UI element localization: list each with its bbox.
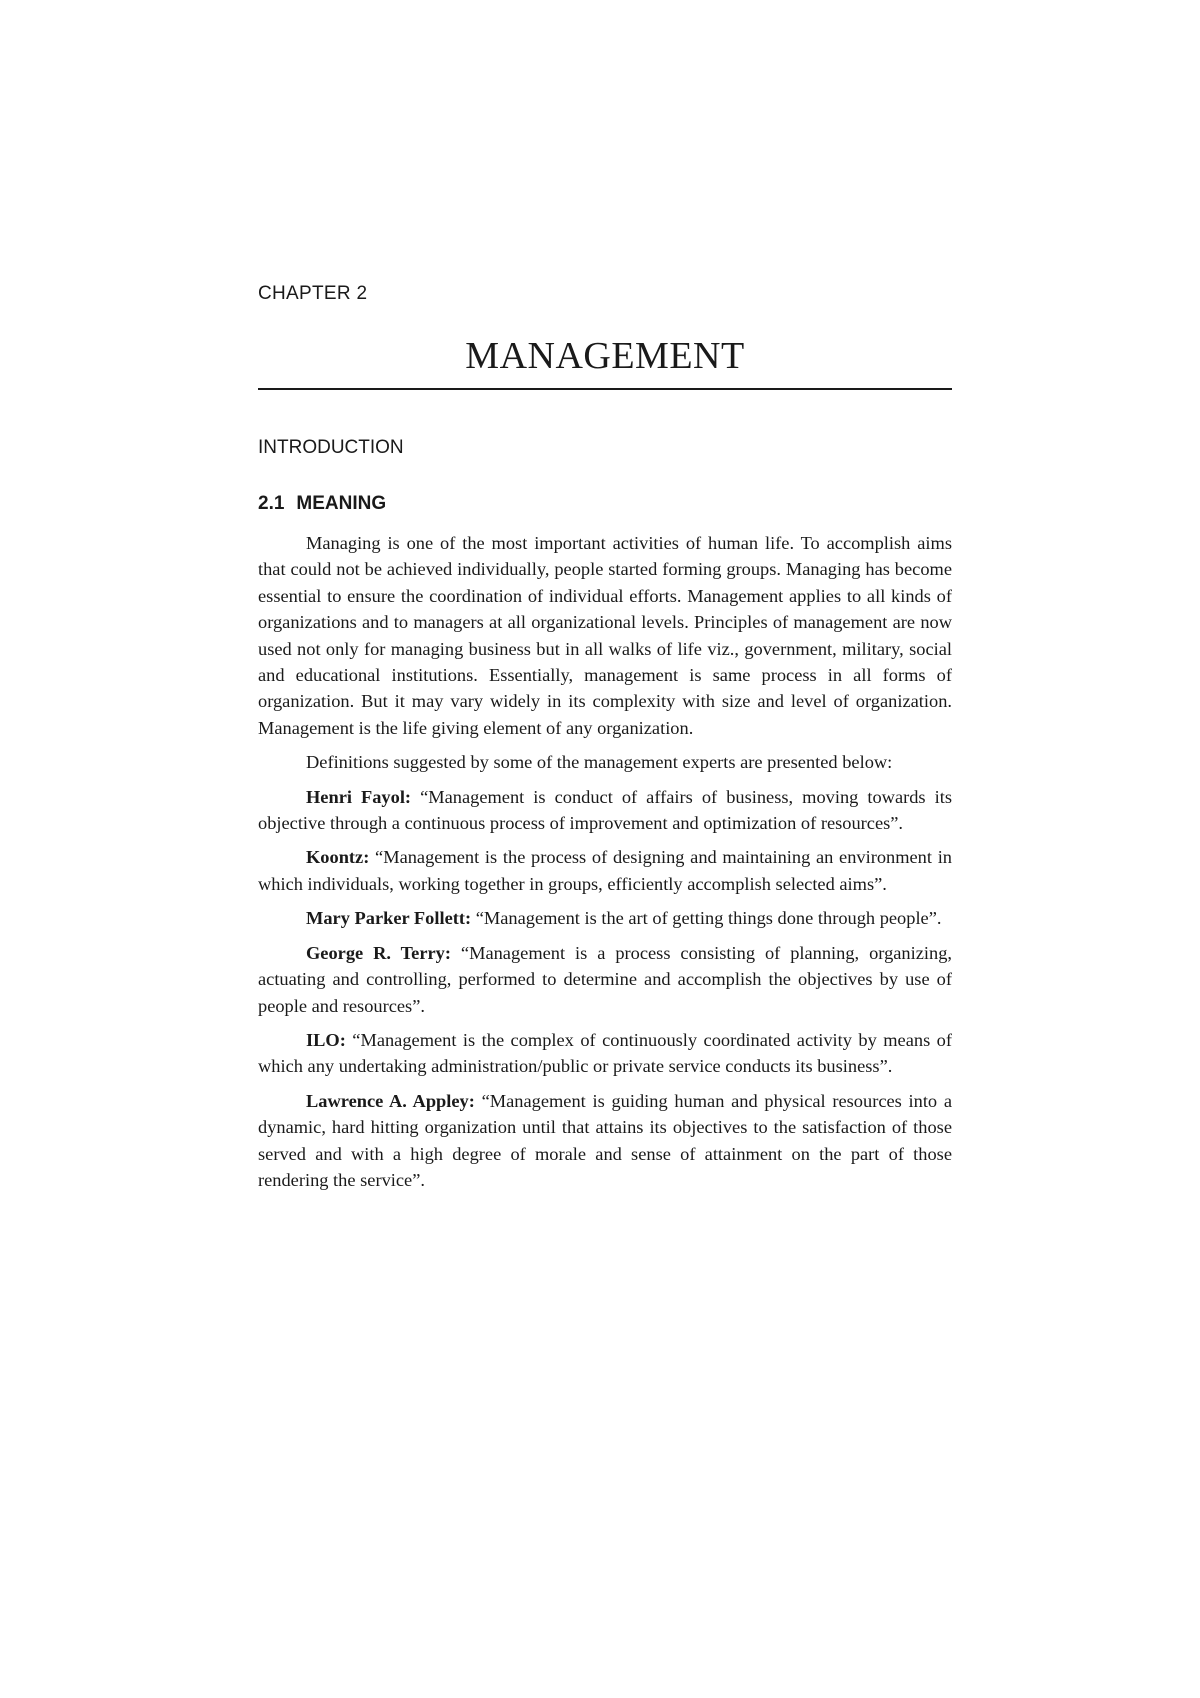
definition-author: Koontz: <box>306 847 370 868</box>
definition-item <box>258 1088 952 1194</box>
definition-author: George R. Terry: <box>306 942 451 963</box>
definition-item <box>258 844 952 897</box>
body-text <box>258 530 952 1201</box>
section-number: 2.1 <box>258 493 285 514</box>
definition-author: Mary Parker Follett: <box>306 908 472 929</box>
section-heading-meaning <box>258 493 386 515</box>
definition-item <box>258 784 952 837</box>
section-heading-introduction: INTRODUCTION <box>258 437 404 458</box>
definition-item <box>258 905 952 931</box>
paragraph-definitions-intro: Definitions suggested by some of the management experts are presented below: <box>306 752 893 773</box>
definition-text: “Management is the art of getting things done through people”. <box>471 908 942 929</box>
definition-text: “Management is a process consisting of planning, organizing, actuating and controlling, performed to determine and accomplish the objectives by use of people and resources”. <box>258 942 953 1016</box>
chapter-title: MANAGEMENT <box>465 335 745 377</box>
definition-author: ILO: <box>306 1029 346 1050</box>
paragraph-meaning: Managing is one of the most important activities of human life. To accomplish aims that could not be achieved individually, people started forming groups. Managing has become essential to ensure the coordination of individual efforts. Management applies to all kinds of organizations and to managers at all organizational levels. Principles of management are now used not only for managing business but in all walks of life viz., government, military, social and educational institutions. Essentially, management is same process in all forms of organization. But it may vary widely in its complexity with size and level of organization. Management is the life giving element of any organization. <box>258 533 952 738</box>
definition-text: “Management is the process of designing and maintaining an environment in which individuals, working together in groups, efficiently accomplish selected aims”. <box>258 847 952 894</box>
definition-text: “Management is conduct of affairs of business, moving towards its objective through a continuous process of improvement and optimization of resources”. <box>258 786 952 834</box>
definition-item <box>258 940 952 1019</box>
chapter-label: CHAPTER 2 <box>258 283 368 304</box>
definition-author: Henri Fayol: <box>306 786 412 807</box>
definition-text: “Management is the complex of continuously coordinated activity by means of which any undertaking administration/public or private service conducts its business”. <box>258 1029 952 1077</box>
section-title: MEANING <box>296 493 387 514</box>
definition-item <box>258 1027 952 1080</box>
title-divider <box>258 388 952 390</box>
definition-author: Lawrence A. Appley: <box>306 1090 475 1111</box>
definition-text: “Management is guiding human and physical resources into a dynamic, hard hitting organization until that attains its objectives to the satisfaction of those served and with a high degree of morale and sense of attainment on the part of those rendering the service”. <box>258 1090 952 1190</box>
